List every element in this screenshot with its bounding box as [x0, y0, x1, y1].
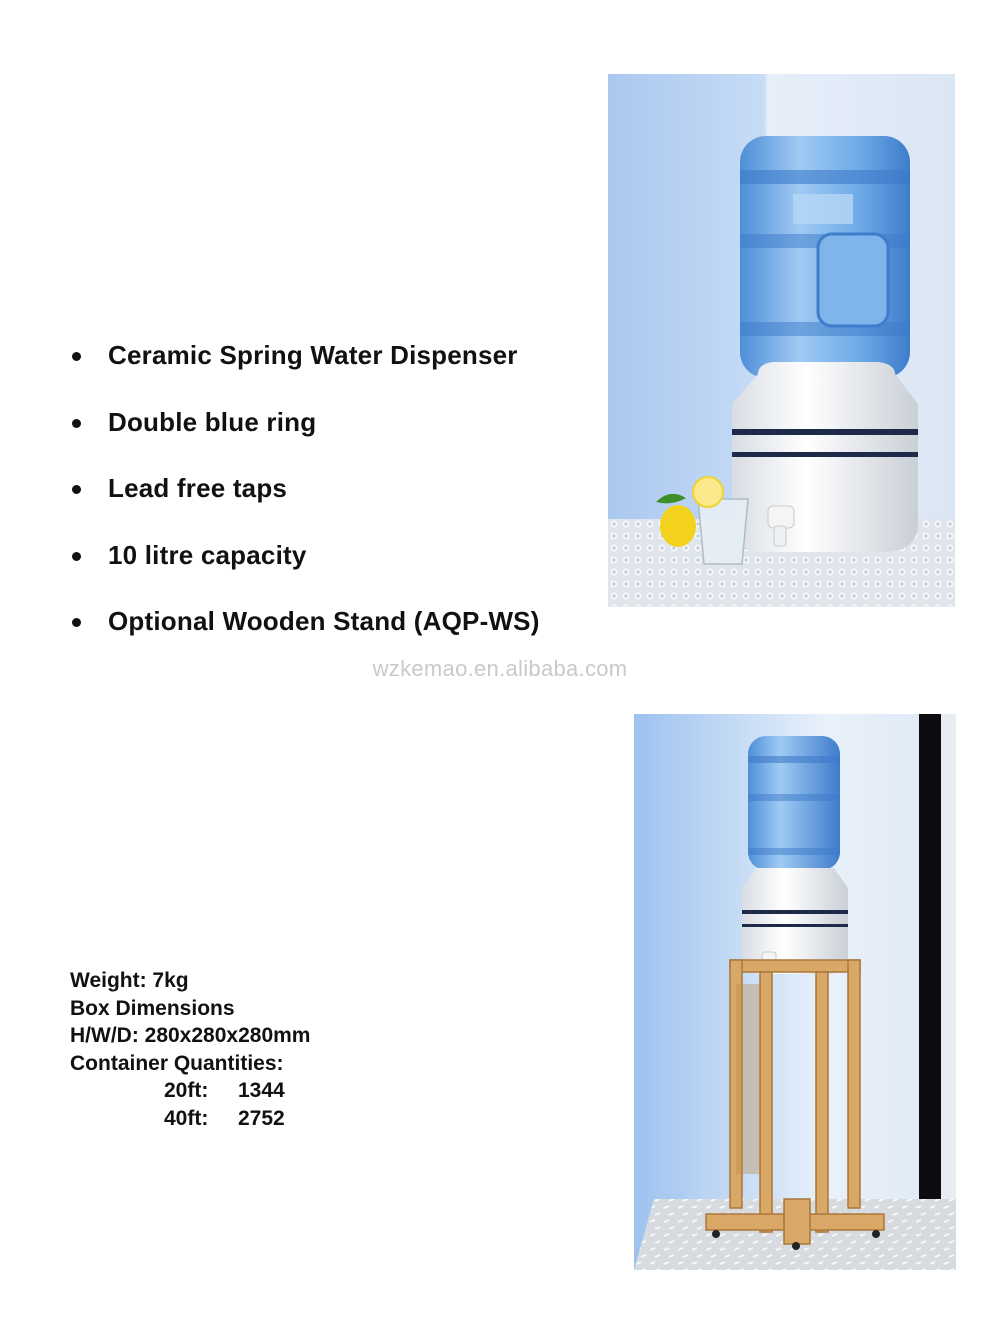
bullet-icon [72, 552, 81, 561]
weight-line: Weight: 7kg [70, 969, 189, 992]
feature-item [70, 473, 540, 540]
qty-20ft-label: 20ft: [164, 1079, 209, 1102]
bullet-icon [72, 419, 81, 428]
feature-text: Optional Wooden Stand (AQP-WS) [108, 606, 540, 636]
bullet-icon [72, 485, 81, 494]
qty-40ft-value: 2752 [238, 1106, 285, 1130]
qty-40ft-row [70, 1105, 310, 1133]
feature-text: Ceramic Spring Water Dispenser [108, 340, 518, 370]
qty-20ft-row [70, 1077, 310, 1105]
product-photo-stand [634, 714, 956, 1270]
container-quantities-line: Container Quantities: [70, 1051, 284, 1075]
product-photo-dispenser [608, 74, 955, 607]
bullet-icon [72, 618, 81, 627]
feature-text: 10 litre capacity [108, 539, 307, 570]
feature-text: Lead free taps [108, 473, 288, 503]
hwd-line: H/W/D: 280x280x280mm [70, 1024, 311, 1047]
qty-20ft-value: 1344 [238, 1079, 285, 1102]
spec-block [70, 967, 310, 1132]
feature-item [70, 340, 540, 407]
bullet-icon [72, 352, 81, 361]
feature-item [70, 540, 540, 607]
feature-item [70, 407, 540, 474]
box-dimensions-line: Box Dimensions [70, 996, 235, 1020]
qty-40ft-label: 40ft: [164, 1106, 209, 1130]
feature-text: Double blue ring [108, 406, 317, 437]
feature-list [70, 340, 540, 673]
watermark: wzkemao.en.alibaba.com [372, 656, 628, 681]
